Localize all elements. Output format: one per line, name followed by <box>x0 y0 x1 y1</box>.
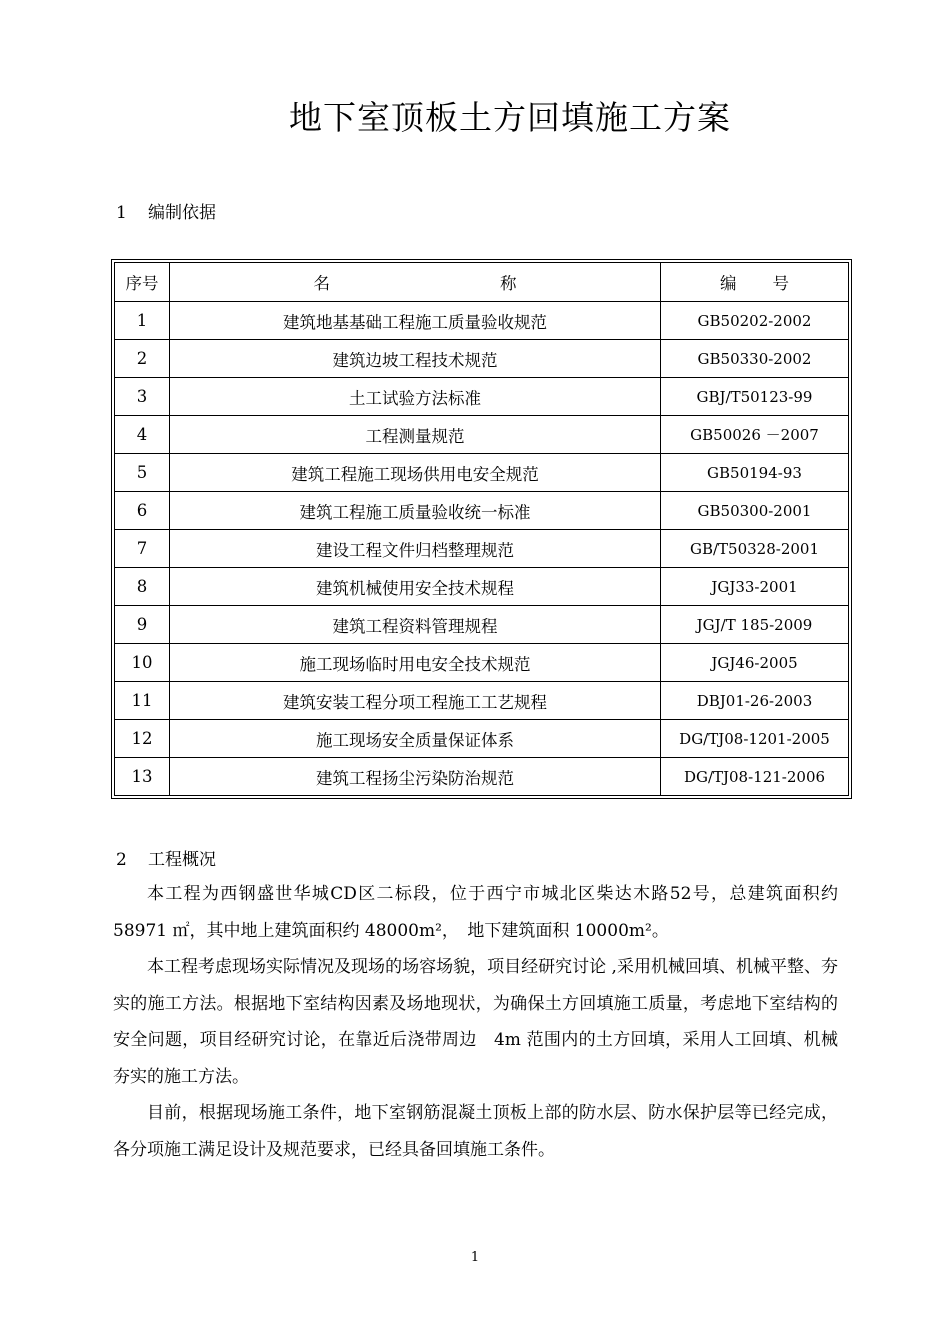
section-1-title: 编制依据 <box>148 203 216 223</box>
cell-code: GB50194-93 <box>661 454 849 492</box>
table-row <box>115 416 849 454</box>
table-row <box>115 454 849 492</box>
standards-table-frame <box>111 259 852 799</box>
cell-seq: 11 <box>115 682 170 720</box>
cell-name: 建筑机械使用安全技术规程 <box>170 568 661 606</box>
cell-code: DG/TJ08-121-2006 <box>661 758 849 796</box>
cell-name: 土工试验方法标准 <box>170 378 661 416</box>
cell-name: 建筑边坡工程技术规范 <box>170 340 661 378</box>
cell-seq: 2 <box>115 340 170 378</box>
table-row <box>115 302 849 340</box>
table-row <box>115 568 849 606</box>
cell-name: 工程测量规范 <box>170 416 661 454</box>
cell-seq: 1 <box>115 302 170 340</box>
cell-seq: 8 <box>115 568 170 606</box>
table-row <box>115 340 849 378</box>
table-row <box>115 644 849 682</box>
cell-name: 建设工程文件归档整理规范 <box>170 530 661 568</box>
table-body <box>115 302 849 796</box>
header-name <box>170 263 661 302</box>
cell-seq: 13 <box>115 758 170 796</box>
cell-name: 建筑工程施工现场供用电安全规范 <box>170 454 661 492</box>
cell-code: GB50330-2002 <box>661 340 849 378</box>
cell-name: 施工现场安全质量保证体系 <box>170 720 661 758</box>
cell-code: JGJ46-2005 <box>661 644 849 682</box>
section-2-body <box>113 876 838 1168</box>
table-row <box>115 492 849 530</box>
table-row <box>115 720 849 758</box>
cell-code: DBJ01-26-2003 <box>661 682 849 720</box>
cell-name: 建筑地基基础工程施工质量验收规范 <box>170 302 661 340</box>
standards-table <box>114 262 849 796</box>
cell-seq: 12 <box>115 720 170 758</box>
cell-seq: 10 <box>115 644 170 682</box>
page-number: 1 <box>470 1250 480 1265</box>
table-row <box>115 682 849 720</box>
cell-name: 建筑工程资料管理规程 <box>170 606 661 644</box>
document-title: 地下室顶板土方回填施工方案 <box>289 98 731 137</box>
section-1-number: 1 <box>116 203 127 223</box>
section-2-title: 工程概况 <box>148 850 216 870</box>
cell-code: GB50300-2001 <box>661 492 849 530</box>
paragraph-3: 目前，根据现场施工条件，地下室钢筋混凝土顶板上部的防水层、防水保护层等已经完成，各分项施工满足设计及规范要求，已经具备回填施工条件。 <box>113 1103 838 1160</box>
table-row <box>115 378 849 416</box>
header-code-part2: 号 <box>772 274 789 293</box>
header-seq: 序号 <box>115 263 170 302</box>
cell-seq: 6 <box>115 492 170 530</box>
table-row <box>115 530 849 568</box>
header-name-part2: 称 <box>500 274 517 293</box>
cell-code: GB50202-2002 <box>661 302 849 340</box>
header-code <box>661 263 849 302</box>
cell-code: JGJ33-2001 <box>661 568 849 606</box>
cell-code: DG/TJ08-1201-2005 <box>661 720 849 758</box>
cell-seq: 4 <box>115 416 170 454</box>
cell-code: JGJ/T 185-2009 <box>661 606 849 644</box>
cell-code: GBJ/T50123-99 <box>661 378 849 416</box>
cell-name: 施工现场临时用电安全技术规范 <box>170 644 661 682</box>
cell-name: 建筑工程扬尘污染防治规范 <box>170 758 661 796</box>
header-code-part1: 编 <box>720 274 737 293</box>
table-row <box>115 606 849 644</box>
cell-seq: 3 <box>115 378 170 416</box>
table-row <box>115 758 849 796</box>
table-header-row <box>115 263 849 302</box>
section-2-number: 2 <box>116 850 127 870</box>
cell-seq: 7 <box>115 530 170 568</box>
section-2-heading <box>116 845 216 870</box>
cell-name: 建筑安装工程分项工程施工工艺规程 <box>170 682 661 720</box>
paragraph-1: 本工程为西钢盛世华城CD区二标段，位于西宁市城北区柴达木路52号，总建筑面积约 58971 ㎡，其中地上建筑面积约 48000m²， 地下建筑面积 10000m²。 <box>113 884 838 941</box>
cell-code: GB50026 －2007 <box>661 416 849 454</box>
paragraph-2: 本工程考虑现场实际情况及现场的场容场貌，项目经研究讨论 ,采用机械回填、机械平整、夯实的施工方法。根据地下室结构因素及场地现状，为确保土方回填施工质量，考虑地下室结构的安全问题，项目经研究讨论，在靠近后浇带周边 4m 范围内的土方回填，采用人工回填、机械夯实的施工方法。 <box>113 957 838 1087</box>
cell-code: GB/T50328-2001 <box>661 530 849 568</box>
cell-seq: 9 <box>115 606 170 644</box>
cell-name: 建筑工程施工质量验收统一标准 <box>170 492 661 530</box>
section-1-heading <box>116 198 216 223</box>
cell-seq: 5 <box>115 454 170 492</box>
header-name-part1: 名 <box>313 274 330 293</box>
